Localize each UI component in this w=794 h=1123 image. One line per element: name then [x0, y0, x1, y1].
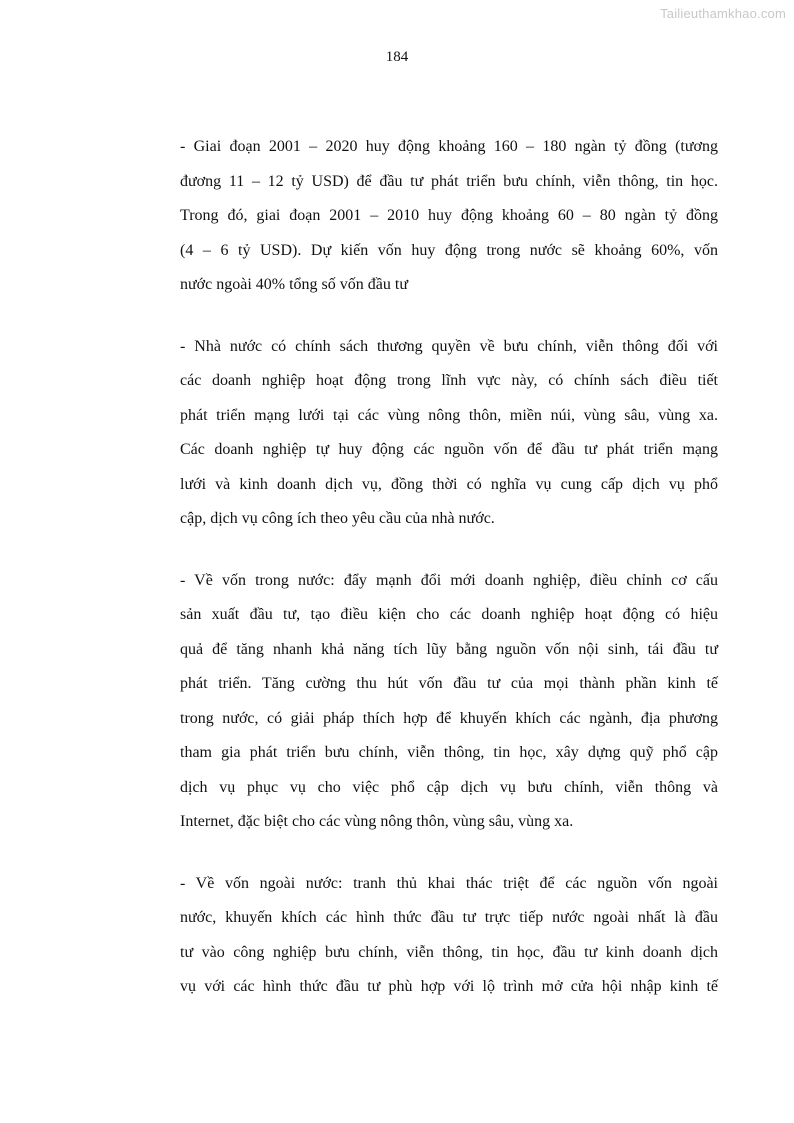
text-line: nước, khuyến khích các hình thức đầu tư trực tiếp nước ngoài nhất là đầu: [180, 909, 718, 926]
text-line: phát triển. Tăng cường thu hút vốn đầu tư của mọi thành phần kinh tế: [180, 675, 718, 692]
text-line: cập, dịch vụ công ích theo yêu cầu của nhà nước.: [180, 510, 495, 527]
text-line: nước ngoài 40% tổng số vốn đầu tư: [180, 276, 408, 293]
paragraph-domestic-capital: [180, 564, 718, 840]
text-line: dịch vụ phục vụ cho việc phổ cập dịch vụ bưu chính, viễn thông và: [180, 778, 718, 796]
document-body: [180, 130, 718, 1032]
paragraph-foreign-capital: [180, 867, 718, 1005]
text-line: - Về vốn ngoài nước: tranh thủ khai thác triệt để các nguồn vốn ngoài: [180, 874, 718, 892]
text-line: - Giai đoạn 2001 – 2020 huy động khoảng 160 – 180 ngàn tỷ đồng (tương: [180, 138, 718, 155]
text-line: lưới và kinh doanh dịch vụ, đồng thời có nghĩa vụ cung cấp dịch vụ phổ: [180, 475, 718, 493]
text-line: sản xuất đầu tư, tạo điều kiện cho các doanh nghiệp hoạt động có hiệu: [180, 606, 718, 623]
text-line: tham gia phát triển bưu chính, viễn thông, tin học, xây dựng quỹ phổ cập: [180, 744, 718, 761]
text-line: - Về vốn trong nước: đẩy mạnh đổi mới doanh nghiệp, điều chỉnh cơ cấu: [180, 571, 718, 589]
watermark: Tailieuthamkhao.com: [660, 6, 786, 21]
text-line: Các doanh nghiệp tự huy động các nguồn vốn để đầu tư phát triển mạng: [180, 441, 718, 458]
text-line: quả để tăng nhanh khả năng tích lũy bằng nguồn vốn nội sinh, tái đầu tư: [180, 640, 718, 658]
page-number: 184: [385, 49, 409, 65]
paragraph-investment-phase: [180, 130, 718, 303]
text-line: Trong đó, giai đoạn 2001 – 2010 huy động khoảng 60 – 80 ngàn tỷ đồng: [180, 207, 718, 224]
text-line: đương 11 – 12 tỷ USD) để đầu tư phát triển bưu chính, viễn thông, tin học.: [180, 172, 718, 190]
text-line: vụ với các hình thức đầu tư phù hợp với lộ trình mở cửa hội nhập kinh tế: [180, 978, 718, 995]
text-line: các doanh nghiệp hoạt động trong lĩnh vực này, có chính sách điều tiết: [180, 372, 718, 389]
text-line: (4 – 6 tỷ USD). Dự kiến vốn huy động trong nước sẽ khoảng 60%, vốn: [180, 241, 718, 259]
text-line: - Nhà nước có chính sách thương quyền về bưu chính, viễn thông đối với: [180, 337, 718, 355]
text-line: tư vào công nghiệp bưu chính, viễn thông, tin học, đầu tư kinh doanh dịch: [180, 943, 718, 961]
text-line: trong nước, có giải pháp thích hợp để khuyến khích các ngành, địa phương: [180, 709, 718, 727]
paragraph-state-policy: [180, 330, 718, 537]
text-line: phát triển mạng lưới tại các vùng nông thôn, miền núi, vùng sâu, vùng xa.: [180, 406, 718, 424]
text-line: Internet, đặc biệt cho các vùng nông thôn, vùng sâu, vùng xa.: [180, 813, 574, 830]
